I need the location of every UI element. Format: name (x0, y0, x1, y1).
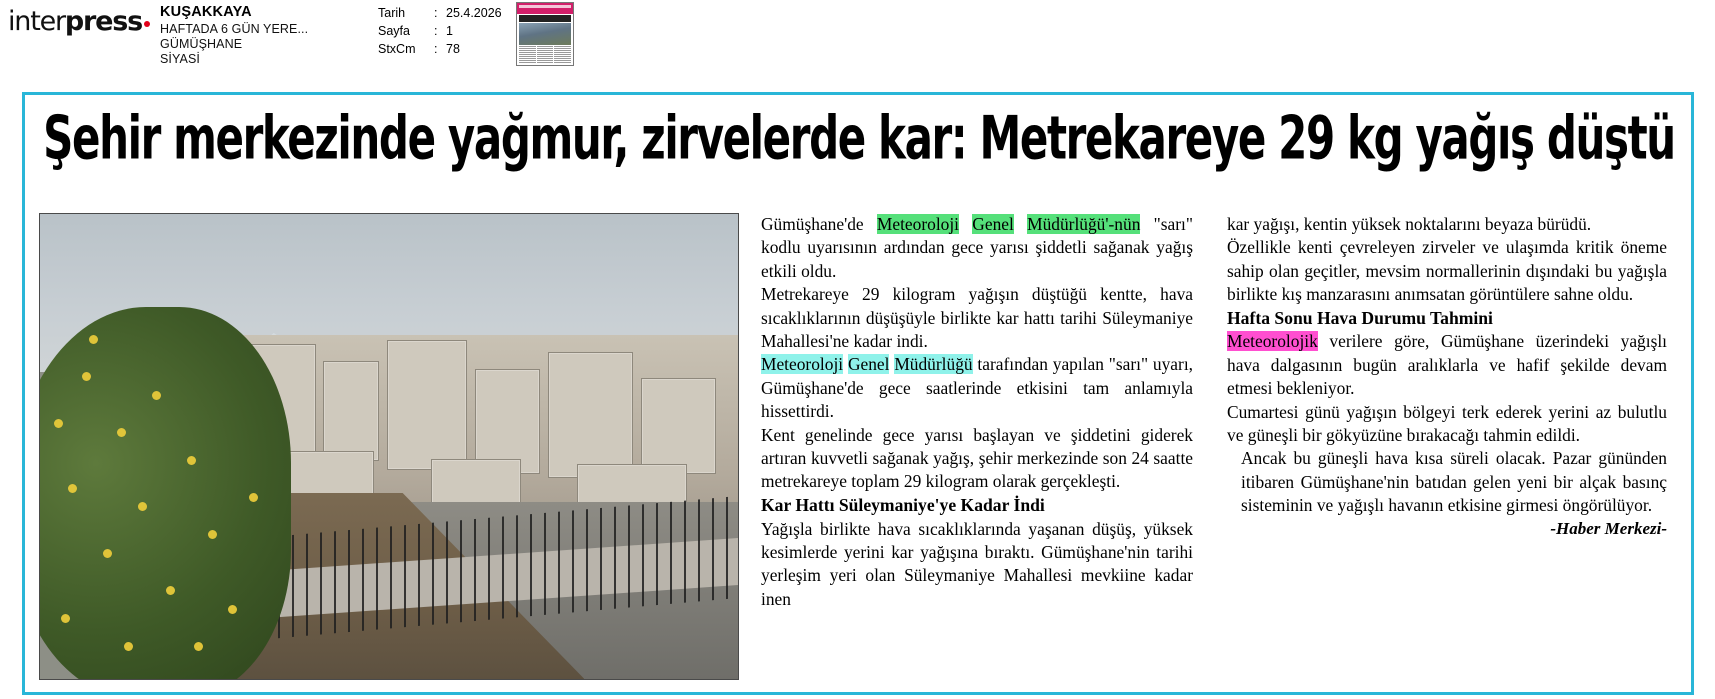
paragraph-8 (1227, 330, 1667, 400)
article-column-2 (1227, 213, 1667, 540)
meta-key-page: Sayfa (378, 24, 410, 39)
highlight-genel-1: Genel (972, 214, 1014, 234)
p1-pre: Gümüşhane'de (761, 214, 877, 234)
header-bar (0, 0, 1715, 88)
p1-mid2 (1014, 214, 1027, 234)
meta-row-stxcm (378, 40, 506, 58)
article-column-1 (761, 213, 1193, 611)
meta-value-stxcm: 78 (446, 42, 460, 57)
meta-value-page: 1 (446, 24, 453, 39)
interpress-logo (8, 6, 150, 37)
thumbnail-masthead (517, 3, 573, 14)
source-city: GÜMÜŞHANE (160, 36, 243, 51)
thumbnail-headline-bar (519, 15, 571, 22)
p1-post: "sarı" kodlu uyarısının ardından gece yarısı şiddetli sağanak yağış etkili oldu. (761, 214, 1193, 281)
paragraph-5: Yağışla birlikte hava sıcaklıklarında yaşanan düşüş, yüksek kesimlerde yerini kar yağışına bıraktı. Gümüşhane'nin tarihi yerleşim yeri olan Süleymaniye Mahallesi mevkiine kadar inen (761, 518, 1193, 609)
logo-text-bold: press (64, 6, 143, 37)
source-info (160, 4, 308, 67)
highlight-nun: nün (1114, 214, 1141, 234)
thumbnail-column (537, 46, 554, 63)
source-category: SİYASİ (160, 52, 200, 67)
p8-post: verilere göre, Gümüşhane üzerindeki yağışlı hava dalgasının bugün aralıklarla ve hafif şekilde devam etmesi bekleniyor. (1227, 331, 1667, 399)
thumbnail-columns (519, 46, 571, 63)
meta-key-date: Tarih (378, 6, 406, 20)
meta-row-date (378, 4, 506, 22)
meta-colon-page: : (434, 24, 438, 39)
highlight-mudurlugu-2: Müdürlüğü (894, 354, 973, 375)
paragraph-9: Cumartesi günü yağışın bölgeyi terk ederek yerini az bulutlu ve güneşli bir gökyüzüne bırakacağı tahmin edildi. (1227, 401, 1667, 445)
meta-value-date: 25.4.2026 (446, 6, 502, 20)
paragraph-6: kar yağışı, kentin yüksek noktalarını beyaza bürüdü. (1227, 214, 1592, 234)
subheading-hafta-sonu: Hafta Sonu Hava Durumu Tahmini (1227, 307, 1493, 328)
highlight-meteoroloji-2: Meteoroloji (761, 354, 844, 375)
paragraph-7: Özellikle kenti çevreleyen zirveler ve ulaşımda kritik öneme sahip olan geçitler, mevsim normallerinin dışındaki bu yağışla birlikte kış manzarasını anımsatan görüntülere sahne oldu. (1227, 237, 1667, 305)
p1-mid1 (959, 214, 972, 234)
thumbnail-column (519, 46, 536, 63)
paragraph-2: Metrekareye 29 kilogram yağışın düştüğü kentte, hava sıcaklıklarının düşüşüyle birlikte kar hattı tarihi Süleymaniye Mahallesi'ne kadar indi. (761, 284, 1193, 352)
logo-text-light: inter (8, 6, 65, 37)
article-photo (39, 213, 739, 680)
paragraph-10: Ancak bu güneşli hava kısa süreli olacak. Pazar gününden itibaren Gümüşhane'nin batıdan gelen yeni bir alçak basınç sisteminin ve yağışlı havanın etkisine girmesi öngörülüyor. (1241, 448, 1667, 516)
subheading-kar-hatti: Kar Hattı Süleymaniye'ye Kadar İndi (761, 494, 1045, 515)
article-headline: Şehir merkezinde yağmur, zirvelerde kar: Metrekareye 29 kg yağış düştü (43, 103, 1675, 173)
highlight-meteoroloji-1: Meteoroloji (876, 214, 960, 234)
meta-key-stxcm: StxCm (378, 42, 416, 57)
paragraph-3 (761, 353, 1193, 423)
article-signature: -Haber Merkezi- (1550, 518, 1667, 538)
p3-post: tarafından yapılan "sarı" uyarı, Gümüşhane'de gece saatlerinde etkisini tam anlamıyla hissettirdi. (761, 354, 1193, 422)
source-name: KUŞAKKAYA (160, 4, 252, 20)
thumbnail-photo (519, 23, 571, 45)
highlight-meteorolojik: Meteorolojik (1227, 331, 1318, 352)
article-clipping (22, 92, 1694, 695)
highlight-mudurlugu-1: Müdürlüğü'- (1027, 214, 1115, 234)
meta-row-page (378, 22, 506, 40)
page-thumbnail[interactable] (516, 2, 574, 66)
logo-dot-icon (144, 21, 150, 27)
source-periodicity: HAFTADA 6 GÜN YERE... (160, 21, 309, 36)
meta-colon-stxcm: : (434, 42, 438, 57)
paragraph-1 (761, 213, 1193, 283)
thumbnail-column (554, 46, 571, 63)
highlight-genel-2: Genel (847, 354, 890, 375)
meta-colon-date: : (434, 6, 438, 20)
paragraph-4: Kent genelinde gece yarısı başlayan ve şiddetini giderek artıran kuvvetli sağanak yağış, şehir merkezinde son 24 saatte metrekareye toplam 29 kilogram olarak gerçekleşti. (761, 424, 1193, 492)
clipping-meta (378, 4, 506, 58)
